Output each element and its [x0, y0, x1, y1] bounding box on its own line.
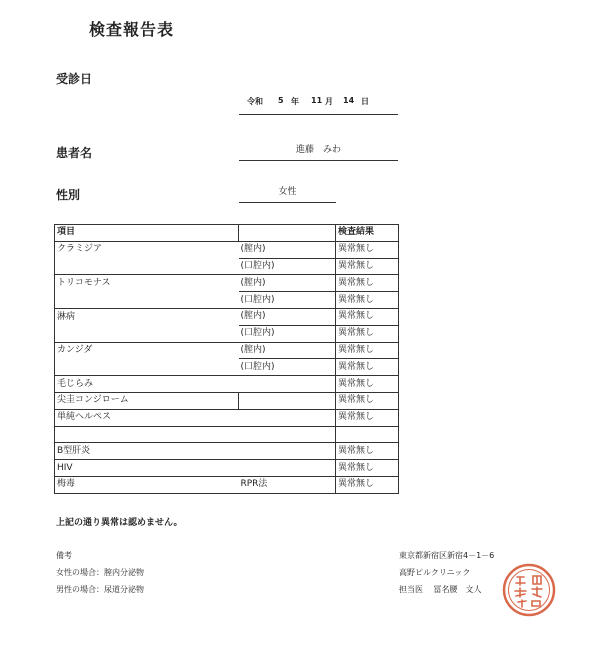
row-result: 異常無し	[336, 275, 399, 292]
clinic-seal-icon	[502, 563, 556, 617]
row-detail: RPR法	[239, 476, 336, 493]
patient-name-value: 進藤 みわ	[239, 143, 398, 161]
doctor-name: 冨名腰 文人	[433, 585, 482, 594]
row-item: カンジダ	[55, 342, 239, 359]
row-result: 異常無し	[336, 476, 399, 493]
row-item	[55, 359, 239, 376]
row-result: 異常無し	[336, 241, 399, 258]
row-detail: (膣内)	[239, 241, 336, 258]
table-row	[55, 409, 399, 426]
clinic-address: 東京都新宿区新宿4－1－6	[399, 551, 495, 560]
row-detail: (口腔内)	[239, 292, 336, 309]
table-row	[55, 476, 399, 493]
row-item: 尖圭コンジローム	[55, 392, 239, 409]
row-detail: (口腔内)	[239, 325, 336, 342]
row-item	[55, 426, 336, 443]
table-row	[55, 241, 399, 258]
row-detail: (膣内)	[239, 308, 336, 325]
row-result: 異常無し	[336, 292, 399, 309]
date-month-unit: 月	[325, 97, 333, 106]
row-item	[55, 325, 239, 342]
sex-value: 女性	[239, 185, 336, 203]
table-row	[55, 392, 399, 409]
results-table	[54, 224, 399, 494]
exam-date-field	[239, 92, 398, 115]
doctor-label: 担当医	[399, 585, 423, 594]
date-era: 令和	[247, 97, 263, 106]
table-row	[55, 292, 399, 309]
table-row	[55, 376, 399, 393]
date-year: 5	[278, 96, 284, 105]
row-detail: (口腔内)	[239, 359, 336, 376]
clinic-name: 高野ピルクリニック	[399, 568, 471, 577]
header-result: 検査結果	[336, 225, 399, 242]
row-detail: (膣内)	[239, 342, 336, 359]
table-row	[55, 275, 399, 292]
date-year-unit: 年	[291, 97, 299, 106]
row-result: 異常無し	[336, 359, 399, 376]
exam-date-label: 受診日	[56, 72, 93, 86]
notes-block	[56, 547, 144, 598]
date-day-unit: 日	[361, 97, 369, 106]
doctor-line	[399, 581, 494, 598]
row-result: 異常無し	[336, 258, 399, 275]
sex-label: 性別	[56, 188, 81, 202]
notes-heading: 備考	[56, 551, 72, 560]
row-item: クラミジア	[55, 241, 239, 258]
row-result: 異常無し	[336, 443, 399, 460]
date-day: 14	[343, 96, 355, 105]
table-row	[55, 460, 399, 477]
page-title: 検査報告表	[89, 20, 175, 39]
row-detail: (口腔内)	[239, 258, 336, 275]
row-detail	[239, 392, 336, 409]
row-item: 淋病	[55, 308, 239, 325]
row-item: 毛じらみ	[55, 376, 336, 393]
row-result: 異常無し	[336, 308, 399, 325]
row-detail: (膣内)	[239, 275, 336, 292]
row-result: 異常無し	[336, 392, 399, 409]
row-item: 梅毒	[55, 476, 239, 493]
row-result: 異常無し	[336, 376, 399, 393]
table-row	[55, 342, 399, 359]
row-item	[55, 258, 239, 275]
header-item: 項目	[55, 225, 239, 242]
table-row	[55, 359, 399, 376]
notes-male: 男性の場合：尿道分泌物	[56, 585, 144, 594]
row-result: 異常無し	[336, 460, 399, 477]
header-detail	[239, 225, 336, 242]
table-header-row	[55, 225, 399, 242]
row-result	[336, 426, 399, 443]
table-row	[55, 258, 399, 275]
notes-female: 女性の場合：膣内分泌物	[56, 568, 144, 577]
patient-name-label: 患者名	[56, 146, 93, 160]
row-item: HIV	[55, 460, 336, 477]
row-item: 単純ヘルペス	[55, 409, 336, 426]
row-result: 異常無し	[336, 409, 399, 426]
clinic-block	[399, 547, 494, 598]
row-item: トリコモナス	[55, 275, 239, 292]
date-month: 11	[311, 96, 323, 105]
row-item: B型肝炎	[55, 443, 336, 460]
table-row	[55, 325, 399, 342]
row-item	[55, 292, 239, 309]
table-row	[55, 308, 399, 325]
row-result: 異常無し	[336, 342, 399, 359]
table-row	[55, 443, 399, 460]
row-result: 異常無し	[336, 325, 399, 342]
table-row	[55, 426, 399, 443]
conclusion-statement: 上記の通り異常は認めません。	[56, 518, 183, 528]
